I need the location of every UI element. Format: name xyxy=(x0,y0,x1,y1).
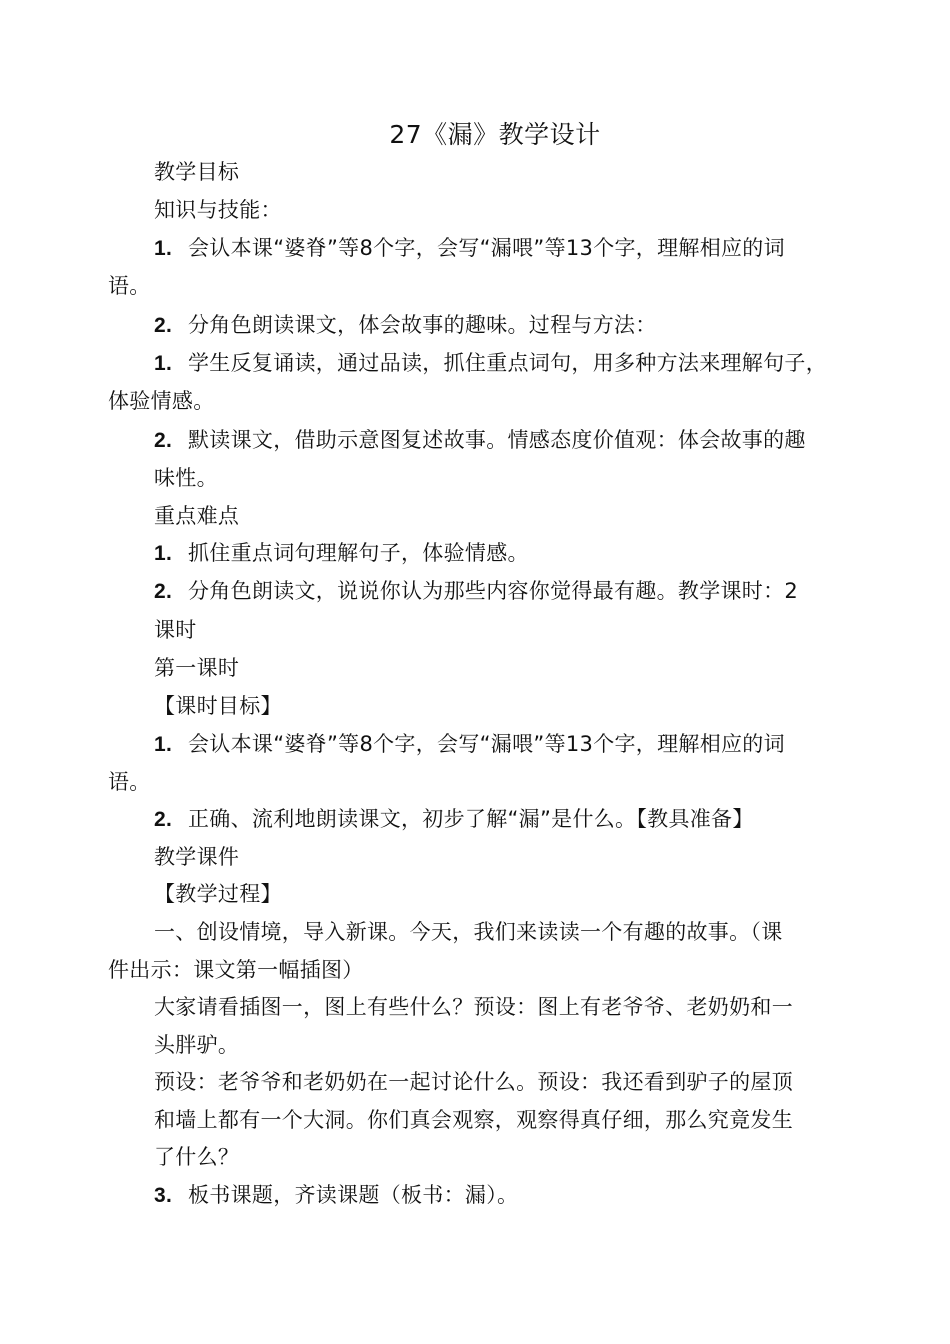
list-number: 1. xyxy=(154,542,173,565)
list-number: 3. xyxy=(154,1184,173,1207)
body-line xyxy=(154,348,827,379)
body-line xyxy=(154,917,783,947)
body-line xyxy=(154,992,793,1022)
line-text: 课时 xyxy=(154,618,197,642)
line-text: 【课时目标】 xyxy=(154,694,282,718)
list-number: 1. xyxy=(154,352,173,375)
body-line xyxy=(154,842,239,872)
body-line xyxy=(154,691,282,721)
body-line xyxy=(108,271,151,301)
line-text: 正确、流利地朗读课文，初步了解“漏”是什么。【教具准备】 xyxy=(188,807,754,831)
body-line xyxy=(154,157,239,187)
body-line xyxy=(154,1180,518,1211)
line-text: 教学课件 xyxy=(154,845,240,869)
line-text: 抓住重点词句理解句子，体验情感。 xyxy=(188,541,529,565)
line-text: 教学目标 xyxy=(154,160,240,184)
line-text: 分角色朗读课文，体会故事的趣味。过程与方法： xyxy=(188,313,657,337)
list-number: 2. xyxy=(154,314,173,337)
body-line xyxy=(154,1030,239,1060)
body-line xyxy=(154,233,785,264)
line-text: 学生反复诵读，通过品读，抓住重点词句，用多种方法来理解句子， xyxy=(188,351,827,375)
body-line xyxy=(154,425,806,456)
line-text: 知识与技能： xyxy=(154,198,282,222)
line-text: 会认本课“婆脊”等8个字，会写“漏喂”等13个字，理解相应的词 xyxy=(188,236,785,260)
body-line xyxy=(154,729,785,760)
line-text: 和墙上都有一个大洞。你们真会观察，观察得真仔细，那么究竟发生 xyxy=(154,1108,793,1132)
document-title: 27《漏》教学设计 xyxy=(389,120,601,149)
list-number: 1. xyxy=(154,733,173,756)
body-line xyxy=(154,195,282,225)
list-number: 2. xyxy=(154,580,173,603)
line-text: 件出示：课文第一幅插图） xyxy=(108,958,364,982)
line-text: 默读课文，借助示意图复述故事。情感态度价值观：体会故事的趣 xyxy=(188,428,806,452)
line-text: 语。 xyxy=(108,770,151,794)
line-text: 分角色朗读文，说说你认为那些内容你觉得最有趣。教学课时：2 xyxy=(188,579,799,603)
body-line xyxy=(108,955,364,985)
line-text: 重点难点 xyxy=(154,504,240,528)
line-text: 大家请看插图一，图上有些什么？预设：图上有老爷爷、老奶奶和一 xyxy=(154,995,793,1019)
body-line xyxy=(154,310,657,341)
body-line xyxy=(154,538,529,569)
line-text: 味性。 xyxy=(154,466,218,490)
body-line xyxy=(154,879,282,909)
line-text: 了什么？ xyxy=(154,1145,240,1169)
line-text: 头胖驴。 xyxy=(154,1033,240,1057)
list-number: 2. xyxy=(154,429,173,452)
body-line xyxy=(154,1105,793,1135)
body-line xyxy=(154,1142,239,1172)
body-line xyxy=(154,463,218,493)
line-text: 第一课时 xyxy=(154,656,240,680)
body-line xyxy=(108,767,151,797)
body-line xyxy=(154,653,239,683)
list-number: 2. xyxy=(154,808,173,831)
body-line xyxy=(154,615,197,645)
line-text: 会认本课“婆脊”等8个字，会写“漏喂”等13个字，理解相应的词 xyxy=(188,732,785,756)
body-line xyxy=(154,1067,793,1097)
line-text: 预设：老爷爷和老奶奶在一起讨论什么。预设：我还看到驴子的屋顶 xyxy=(154,1070,793,1094)
body-line xyxy=(154,804,754,835)
body-line xyxy=(154,576,798,607)
line-text: 体验情感。 xyxy=(108,389,215,413)
body-line xyxy=(108,386,215,416)
body-line xyxy=(154,501,239,531)
line-text: 语。 xyxy=(108,274,151,298)
line-text: 【教学过程】 xyxy=(154,882,282,906)
line-text: 一、创设情境，导入新课。今天，我们来读读一个有趣的故事。（课 xyxy=(154,920,783,944)
list-number: 1. xyxy=(154,237,173,260)
line-text: 板书课题，齐读课题（板书：漏）。 xyxy=(188,1183,519,1207)
